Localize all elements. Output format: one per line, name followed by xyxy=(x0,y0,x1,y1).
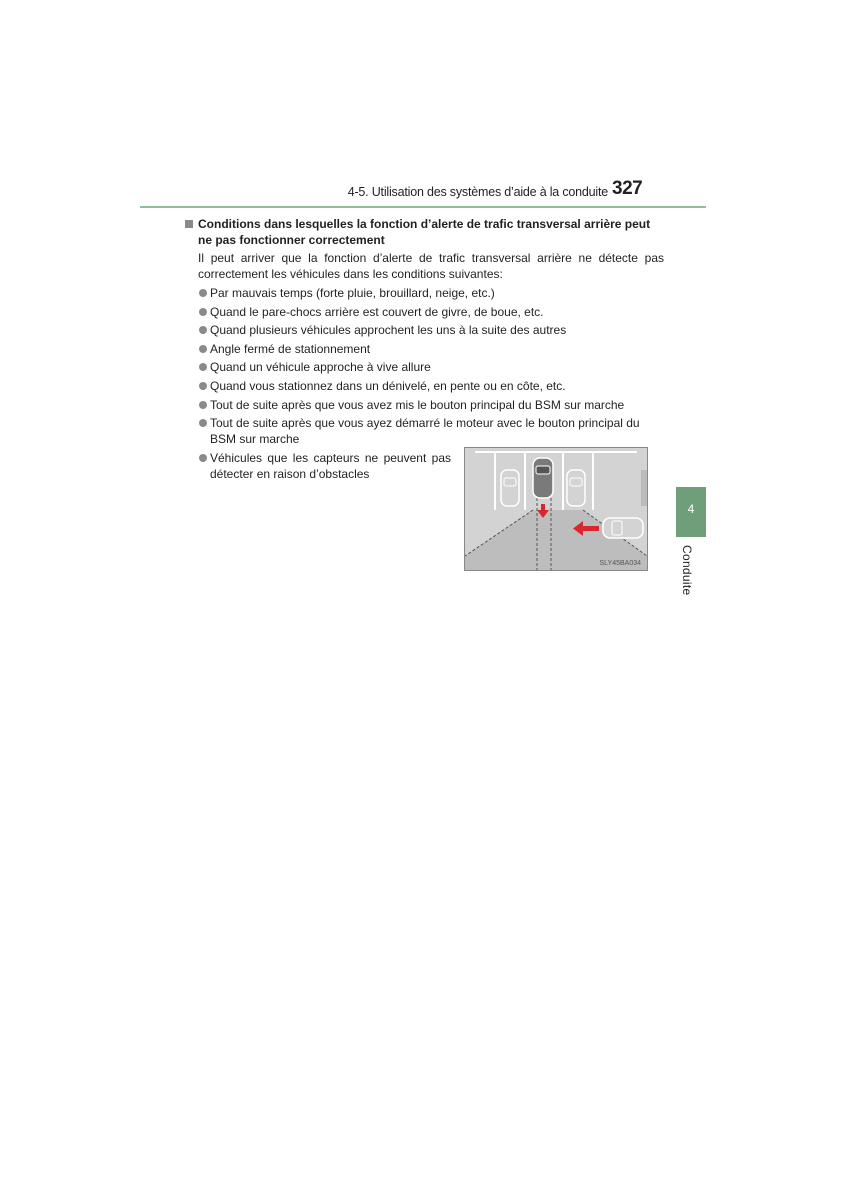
parked-car-left xyxy=(501,470,519,506)
approaching-car xyxy=(603,518,643,538)
page-content xyxy=(184,216,664,485)
list-item xyxy=(198,304,664,320)
bullet-icon xyxy=(199,382,207,390)
list-item-text: Quand plusieurs véhicules approchent les uns à la suite des autres xyxy=(210,323,567,338)
header-rule xyxy=(140,206,706,208)
list-item-text: Quand un véhicule approche à vive allure xyxy=(210,360,431,375)
bullet-icon xyxy=(199,345,207,353)
list-item-text: Véhicules que les capteurs ne peuvent pas détecter en raison d’obstacles xyxy=(210,451,451,482)
bullet-icon xyxy=(199,326,207,334)
section-title: 4-5. Utilisation des systèmes d’aide à la conduite xyxy=(347,185,608,199)
list-item-text: Quand vous stationnez dans un dénivelé, en pente ou en côte, etc. xyxy=(210,378,566,393)
bullet-icon xyxy=(199,419,207,427)
parking-illustration xyxy=(464,447,648,571)
own-car xyxy=(533,458,553,498)
section-heading xyxy=(184,216,664,248)
list-item xyxy=(198,450,451,482)
reverse-arrow-shaft xyxy=(541,504,545,510)
list-item xyxy=(198,322,664,338)
approach-arrow-shaft xyxy=(583,526,599,531)
bullet-icon xyxy=(199,454,207,462)
list-item-text: Angle fermé de stationnement xyxy=(210,341,371,356)
list-item xyxy=(198,378,664,394)
list-item xyxy=(198,415,664,447)
list-item xyxy=(198,397,664,413)
bullet-icon xyxy=(199,363,207,371)
list-item xyxy=(198,341,664,357)
bullet-icon xyxy=(199,308,207,316)
parked-car-right xyxy=(567,470,585,506)
bullet-icon xyxy=(199,289,207,297)
intro-paragraph: Il peut arriver que la fonction d’alerte de trafic transversal arrière ne détecte pas correctement les véhicules dans les conditions suivantes: xyxy=(198,251,664,281)
list-item-text: Par mauvais temps (forte pluie, brouillard, neige, etc.) xyxy=(210,286,495,300)
page-number: 327 xyxy=(612,178,643,199)
chapter-tab xyxy=(676,487,706,537)
chapter-label: Conduite xyxy=(680,545,694,596)
parking-diagram xyxy=(465,448,647,570)
list-item xyxy=(198,359,664,375)
list-item-text: Tout de suite après que vous avez mis le bouton principal du BSM sur marche xyxy=(210,397,625,412)
bullet-icon xyxy=(199,401,207,409)
section-heading-text: Conditions dans lesquelles la fonction d’alerte de trafic transversal arrière peut ne pas fonctionner correctement xyxy=(198,217,651,247)
list-item-text: Quand le pare-chocs arrière est couvert de givre, de boue, etc. xyxy=(210,304,544,319)
own-car-window xyxy=(536,466,550,474)
illustration-code: SLY45BA034 xyxy=(599,560,641,567)
list-item-text: Tout de suite après que vous ayez démarré le moteur avec le bouton principal du BSM sur marche xyxy=(210,416,640,447)
square-bullet-icon xyxy=(185,220,193,228)
list-item xyxy=(198,285,664,301)
chapter-number: 4 xyxy=(687,502,695,516)
obstacle xyxy=(641,470,647,506)
